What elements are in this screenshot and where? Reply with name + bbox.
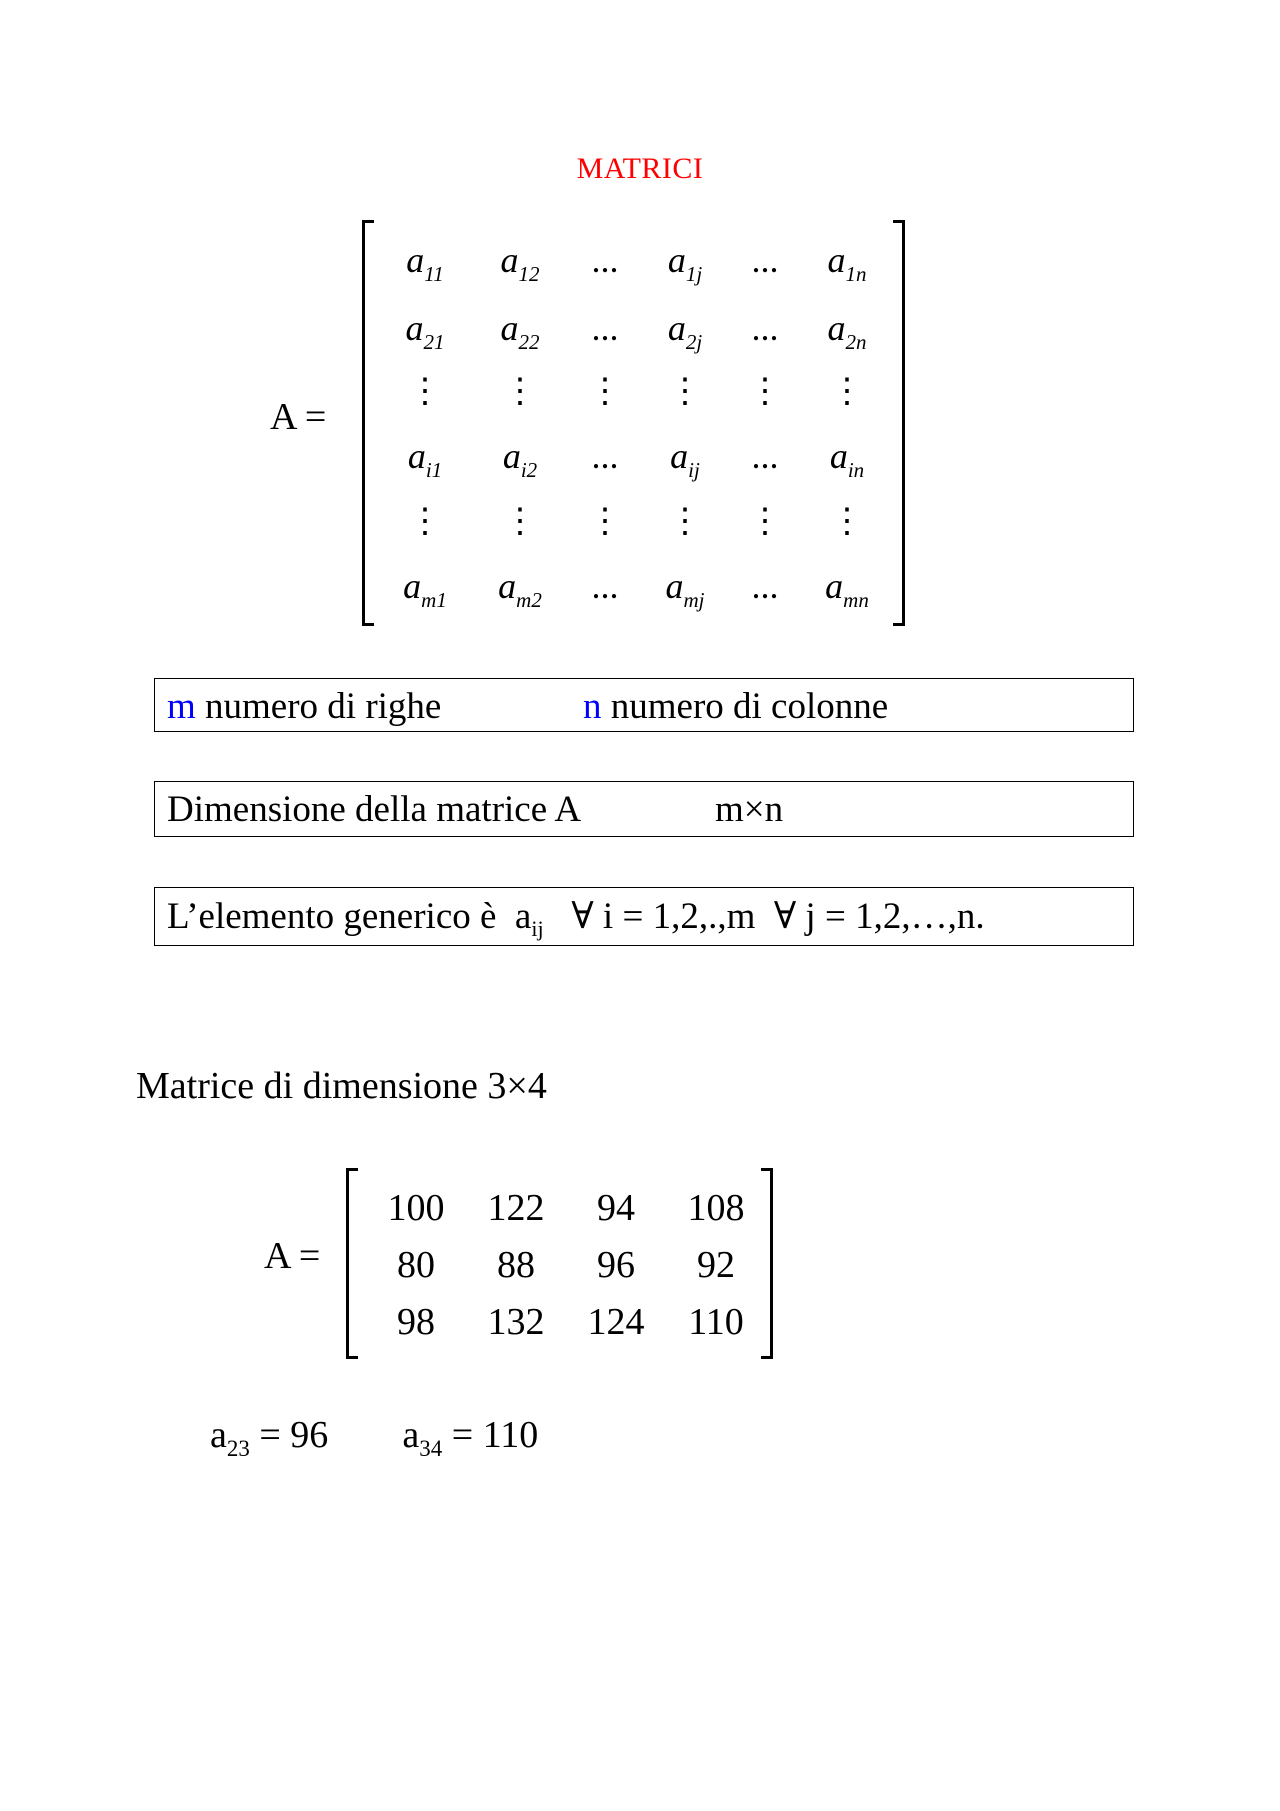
entry-subscript: m2 xyxy=(516,588,542,612)
element-subscript: 23 xyxy=(226,1436,250,1461)
entry-base: a xyxy=(670,436,689,476)
entry-subscript: 22 xyxy=(518,330,540,354)
matrix-entry xyxy=(475,240,565,294)
entry-base: a xyxy=(407,436,426,476)
matrix-value: 80 xyxy=(397,1244,435,1286)
vertical-ellipsis: ⋮ xyxy=(668,373,702,410)
entry-subscript: mj xyxy=(683,588,705,612)
entry-base: a xyxy=(827,240,846,280)
horizontal-ellipsis: ... xyxy=(591,436,619,476)
entry-subscript: in xyxy=(847,458,865,482)
entry-subscript: i1 xyxy=(425,458,443,482)
matrix-entry xyxy=(640,240,730,294)
vertical-ellipsis: ⋮ xyxy=(408,503,442,540)
matrix-entry xyxy=(475,566,565,620)
vertical-ellipsis: ⋮ xyxy=(588,503,622,540)
entry-base: a xyxy=(405,308,424,348)
entry-subscript: 2j xyxy=(685,330,703,354)
vertical-ellipsis: ⋮ xyxy=(668,503,702,540)
entry-base: a xyxy=(403,566,422,606)
entry-base: a xyxy=(827,308,846,348)
matrix-entry xyxy=(380,566,470,620)
horizontal-ellipsis: ... xyxy=(751,566,779,606)
element-base: a xyxy=(402,1414,420,1456)
left-bracket xyxy=(346,1168,358,1359)
right-bracket xyxy=(893,220,905,626)
matrix-value: 92 xyxy=(697,1244,735,1286)
horizontal-ellipsis: ... xyxy=(591,308,619,348)
matrix-value: 110 xyxy=(688,1301,744,1343)
matrix-entry xyxy=(802,308,892,362)
general-matrix-label: A = xyxy=(270,396,327,438)
generic-element-text xyxy=(167,894,985,942)
dimension-box xyxy=(154,781,1134,837)
entry-subscript: mn xyxy=(843,588,869,612)
entry-base: a xyxy=(502,436,521,476)
element-value: = 96 xyxy=(249,1414,329,1456)
entry-subscript: ij xyxy=(688,458,700,482)
example-matrix xyxy=(368,1168,758,1354)
horizontal-ellipsis: ... xyxy=(591,566,619,606)
example-title: Matrice di dimensione 3×4 xyxy=(136,1065,547,1107)
matrix-value: 98 xyxy=(397,1301,435,1343)
matrix-entry xyxy=(380,240,470,294)
entry-subscript: 21 xyxy=(423,330,445,354)
matrix-value: 108 xyxy=(687,1187,745,1229)
horizontal-ellipsis: ... xyxy=(751,436,779,476)
matrix-value: 122 xyxy=(487,1187,545,1229)
element-example xyxy=(210,1413,328,1462)
matrix-entry xyxy=(640,566,730,620)
entry-subscript: i2 xyxy=(520,458,538,482)
generic-element-prefix: L’elemento generico è a xyxy=(167,896,532,937)
matrix-value: 132 xyxy=(487,1301,545,1343)
general-matrix xyxy=(385,240,875,616)
entry-subscript: 11 xyxy=(424,262,444,286)
vertical-ellipsis: ⋮ xyxy=(503,503,537,540)
dimension-text: Dimensione della matrice A xyxy=(167,789,582,830)
example-matrix-label: A = xyxy=(264,1235,321,1277)
element-example xyxy=(402,1413,538,1462)
entry-base: a xyxy=(667,308,686,348)
vertical-ellipsis: ⋮ xyxy=(830,373,864,410)
matrix-entry xyxy=(640,436,730,490)
matrix-value: 94 xyxy=(597,1187,635,1229)
entry-base: a xyxy=(406,240,425,280)
matrix-entry xyxy=(475,308,565,362)
entry-subscript: 1j xyxy=(685,262,703,286)
n-text: numero di colonne xyxy=(601,686,889,727)
matrix-entry xyxy=(802,566,892,620)
matrix-value: 88 xyxy=(497,1244,535,1286)
right-bracket xyxy=(761,1168,773,1359)
matrix-entry xyxy=(802,240,892,294)
matrix-entry xyxy=(380,308,470,362)
vertical-ellipsis: ⋮ xyxy=(748,373,782,410)
matrix-entry xyxy=(475,436,565,490)
vertical-ellipsis: ⋮ xyxy=(830,503,864,540)
matrix-value: 100 xyxy=(387,1187,445,1229)
element-subscript: 34 xyxy=(419,1436,443,1461)
columns-definition xyxy=(583,685,888,728)
matrix-value: 124 xyxy=(587,1301,645,1343)
matrix-entry xyxy=(380,436,470,490)
m-symbol: m xyxy=(167,686,196,727)
entry-base: a xyxy=(829,436,848,476)
element-base: a xyxy=(210,1414,227,1456)
rows-definition xyxy=(167,685,441,728)
matrix-entry xyxy=(802,436,892,490)
generic-element-suffix: ∀ i = 1,2,.,m ∀ j = 1,2,…,n. xyxy=(543,896,985,937)
horizontal-ellipsis: ... xyxy=(751,308,779,348)
element-examples xyxy=(210,1413,538,1462)
entry-subscript: 12 xyxy=(518,262,540,286)
element-value: = 110 xyxy=(442,1414,539,1456)
generic-element-box xyxy=(154,887,1134,946)
vertical-ellipsis: ⋮ xyxy=(503,373,537,410)
n-symbol: n xyxy=(583,686,602,727)
m-text: numero di righe xyxy=(195,686,442,727)
vertical-ellipsis: ⋮ xyxy=(588,373,622,410)
entry-subscript: 1n xyxy=(845,262,867,286)
matrix-entry xyxy=(640,308,730,362)
horizontal-ellipsis: ... xyxy=(591,240,619,280)
entry-base: a xyxy=(667,240,686,280)
entry-subscript: m1 xyxy=(421,588,447,612)
matrix-value: 96 xyxy=(597,1244,635,1286)
left-bracket xyxy=(362,220,374,626)
dimension-value: m×n xyxy=(715,789,784,830)
horizontal-ellipsis: ... xyxy=(751,240,779,280)
vertical-ellipsis: ⋮ xyxy=(748,503,782,540)
generic-element-subscript: ij xyxy=(531,916,544,941)
entry-base: a xyxy=(500,308,519,348)
entry-base: a xyxy=(500,240,519,280)
page-title: MATRICI xyxy=(576,152,704,185)
entry-subscript: 2n xyxy=(845,330,867,354)
entry-base: a xyxy=(498,566,517,606)
entry-base: a xyxy=(665,566,684,606)
vertical-ellipsis: ⋮ xyxy=(408,373,442,410)
entry-base: a xyxy=(825,566,844,606)
rows-columns-box xyxy=(154,678,1134,732)
